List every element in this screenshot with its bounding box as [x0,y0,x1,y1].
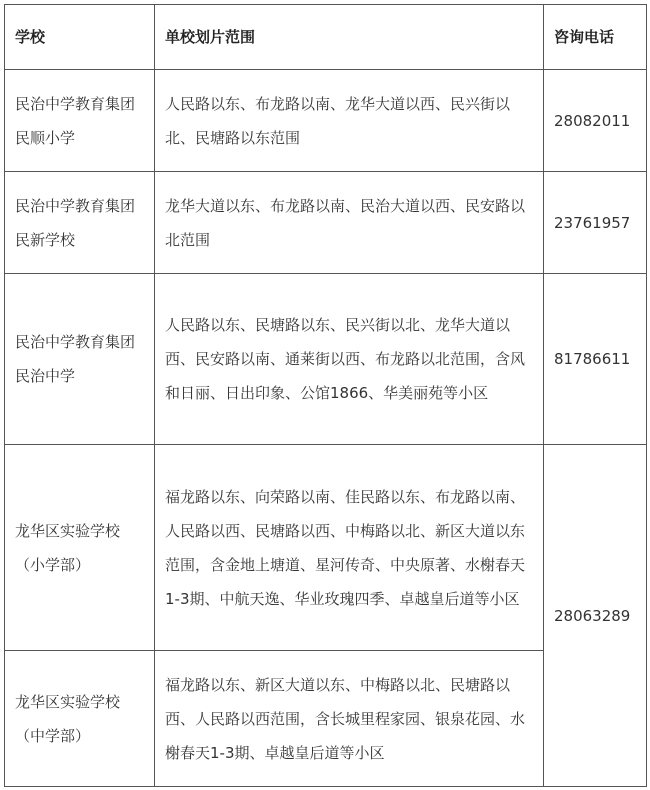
school-name-line2: 民治中学 [15,367,76,385]
school-name-line1: 龙华区实验学校 [15,521,121,540]
range-cell: 龙华大道以东、布龙路以南、民治大道以西、民安路以北范围 [155,172,544,274]
header-school: 学校 [5,5,155,70]
header-range: 单校划片范围 [155,5,544,70]
school-cell [5,651,155,787]
phone-cell: 28082011 [544,70,647,172]
table-row [5,445,647,651]
school-name-line1: 龙华区实验学校 [15,692,121,711]
table-row [5,70,647,172]
phone-cell: 23761957 [544,172,647,274]
school-cell [5,70,155,172]
school-name-line1: 民治中学教育集团 [15,94,136,113]
school-name-line2: 民顺小学 [15,128,76,147]
phone-cell: 28063289 [544,445,647,787]
range-cell: 福龙路以东、向荣路以南、佳民路以东、布龙路以南、人民路以西、民塘路以西、中梅路以北、新区大道以东范围，含金地上塘道、星河传奇、中央原著、水榭春天1-3期、中航天逸、华业玫瑰四季、卓越皇后道等小区 [155,445,544,651]
school-cell [5,445,155,651]
phone-cell: 81786611 [544,274,647,445]
school-name-line1: 民治中学教育集团 [15,333,136,351]
range-cell: 人民路以东、布龙路以南、龙华大道以西、民兴街以北、民塘路以东范围 [155,70,544,172]
range-cell: 福龙路以东、新区大道以东、中梅路以北、民塘路以西、人民路以西范围，含长城里程家园、银泉花园、水榭春天1-3期、卓越皇后道等小区 [155,651,544,787]
header-row [5,5,647,70]
school-cell [5,274,155,445]
school-name-line2: （小学部） [15,555,91,574]
school-name-line1: 民治中学教育集团 [15,196,136,215]
table-row [5,172,647,274]
school-name-line2: （中学部） [15,726,91,745]
header-phone: 咨询电话 [544,5,647,70]
range-cell: 人民路以东、民塘路以东、民兴街以北、龙华大道以西、民安路以南、通莱街以西、布龙路以北范围，含风和日丽、日出印象、公馆1866、华美丽苑等小区 [155,274,544,445]
school-name-line2: 民新学校 [15,230,76,249]
school-district-table [4,4,647,787]
school-cell [5,172,155,274]
table-row [5,274,647,445]
